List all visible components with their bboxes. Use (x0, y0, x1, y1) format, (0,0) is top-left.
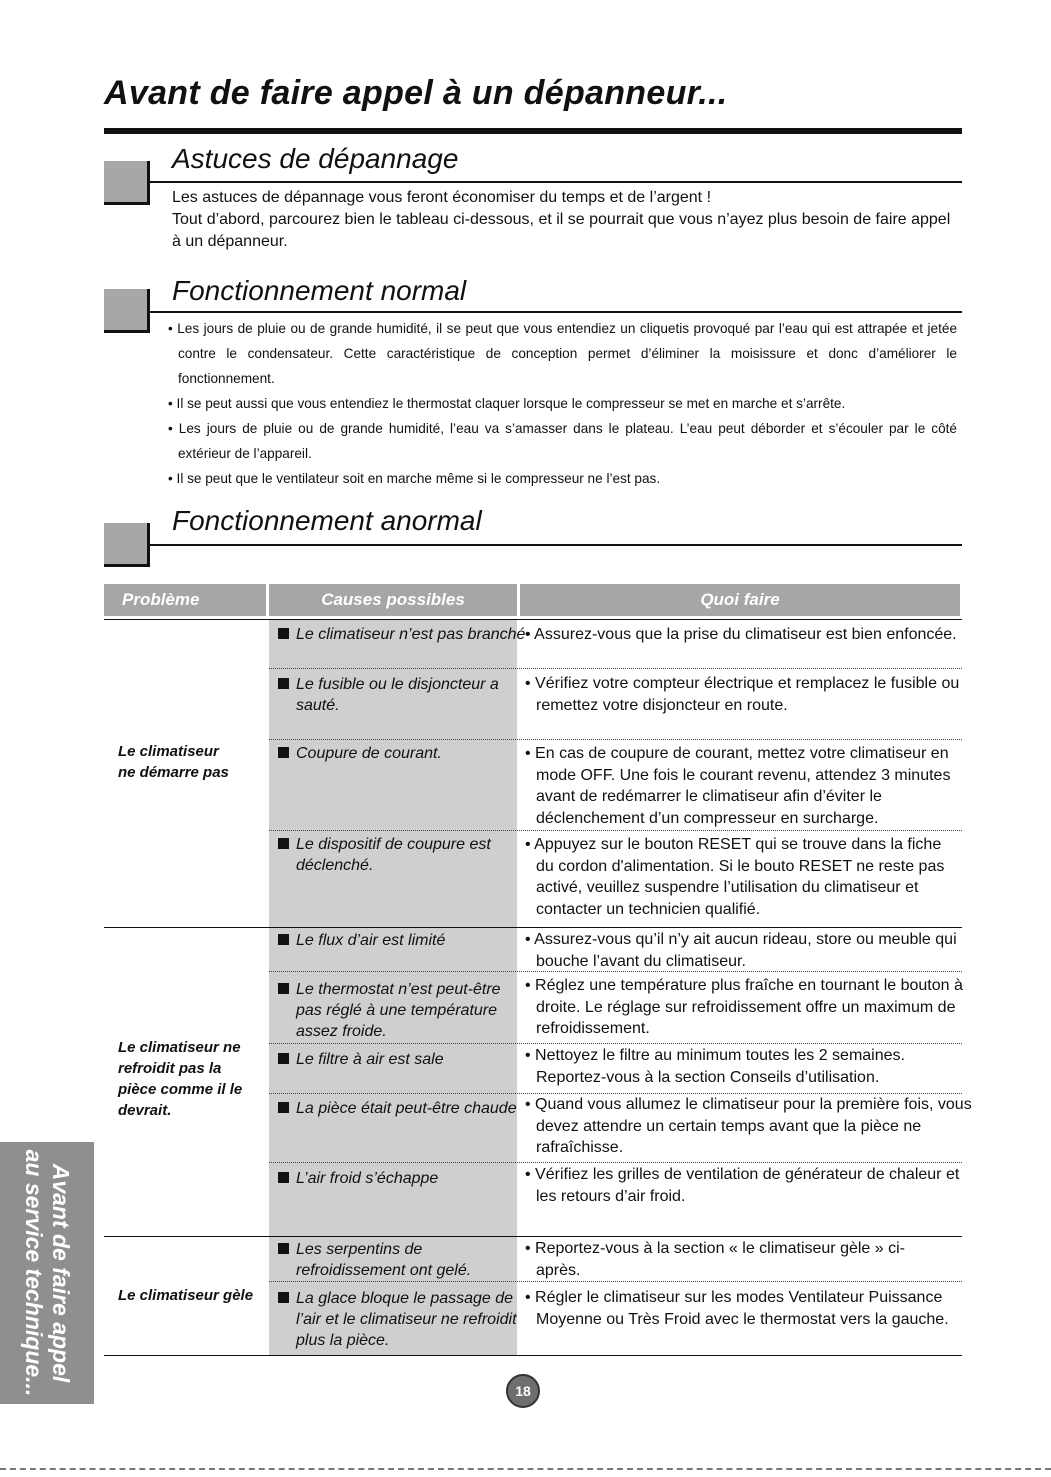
fix-item: • Quand vous allumez le climatiseur pour la première fois, vous devez attendre un certain temps avant que la pièce ne rafraîchisse. (525, 1096, 972, 1156)
fix-item: • Réglez une température plus fraîche en tournant le bouton à droite. Le réglage sur refroidissement offre un maximum de refroidissement. (525, 977, 963, 1037)
cause-text: Le climatiseur n’est pas branché (296, 626, 526, 643)
cause-text: La glace bloque le passage de l’air et le climatiseur ne refroidit plus la pièce. (296, 1290, 517, 1349)
fix-item: • Nettoyez le filtre au minimum toutes les 2 semaines. Reportez-vous à la section Conseils d’utilisation. (525, 1047, 905, 1086)
bullet-item: • Les jours de pluie ou de grande humidité, il se peut que vous entendiez un cliquetis provoqué par l’eau qui est attrapée et jetée contre le condensateur. Cette caractéristique de conception permet d’éliminer la moisissure et donc d’améliorer le fonctionnement. (168, 321, 957, 386)
cause-text: Coupure de courant. (296, 745, 442, 762)
square-bullet-icon (278, 838, 289, 849)
bullet-item: • Il se peut aussi que vous entendiez le thermostat claquer lorsque le compresseur se met en marche et s’arrête. (168, 396, 846, 411)
square-bullet-icon (278, 1243, 289, 1254)
column-header-problem: Problème (104, 584, 266, 616)
side-tab-label: Avant de faire appel au service technique... (21, 1149, 74, 1397)
cause-item (278, 1168, 528, 1189)
row-separator (269, 739, 962, 740)
section-title-abnormal: Fonctionnement anormal (172, 505, 482, 536)
problem-label: Le climatiseur ne refroidit pas la pièce comme il le devrait. (118, 1039, 243, 1119)
cause-item (278, 834, 528, 876)
cause-item (278, 1049, 528, 1070)
cause-item (278, 1288, 524, 1351)
section-title-tips: Astuces de dépannage (172, 143, 459, 174)
fix-item: • Assurez-vous que la prise du climatiseur est bien enfoncée. (525, 626, 957, 643)
cause-item (278, 743, 528, 764)
section-marker (104, 289, 150, 333)
section-rule (148, 181, 962, 183)
row-separator (269, 830, 962, 831)
column-header-fix: Quoi faire (520, 584, 960, 616)
normal-bullets (168, 316, 957, 491)
cause-text: Le fusible ou le disjoncteur a sauté. (296, 676, 499, 714)
fix-item: • Vérifiez les grilles de ventilation de générateur de chaleur et les retours d’air froid. (525, 1166, 960, 1205)
square-bullet-icon (278, 1172, 289, 1183)
fix-item: • En cas de coupure de courant, mettez votre climatiseur en mode OFF. Une fois le courant revenu, attendez 3 minutes avant de redémarrer le climatiseur afin d’éviter le déclenchement d’un compresseur en surcharge. (525, 745, 951, 827)
fix-item: • Régler le climatiseur sur les modes Ventilateur Puissance Moyenne ou Très Froid avec le thermostat vers la gauche. (525, 1289, 949, 1328)
square-bullet-icon (278, 1292, 289, 1303)
group-separator (104, 927, 962, 928)
cause-item (278, 624, 534, 645)
square-bullet-icon (278, 1053, 289, 1064)
cause-text: Le flux d’air est limité (296, 932, 446, 949)
cause-text: Le thermostat n’est peut-être pas réglé à une température assez froide. (296, 981, 501, 1040)
fix-item: • Appuyez sur le bouton RESET qui se trouve dans la fiche du cordon d'alimentation. Si le bouto RESET ne reste pas activé, veuillez suspendre l’utilisation du climatiseur et contacter un technicien qualifié. (525, 836, 945, 918)
cause-item (278, 674, 528, 716)
page-title: Avant de faire appel à un dépanneur... (104, 74, 728, 112)
square-bullet-icon (278, 628, 289, 639)
tips-line: Tout d’abord, parcourez bien le tableau ci-dessous, et il se pourrait que vous n’ayez plus besoin de faire appel à un dépanneur. (172, 211, 951, 250)
section-marker (104, 161, 150, 205)
tips-line: Les astuces de dépannage vous feront économiser du temps et de l’argent ! (172, 189, 712, 206)
section-rule (148, 311, 962, 313)
problem-label: Le climatiseur gèle (118, 1287, 254, 1304)
square-bullet-icon (278, 983, 289, 994)
fix-item: • Reportez-vous à la section « le climatiseur gèle » ci-après. (525, 1240, 905, 1279)
page-number: 18 (506, 1374, 540, 1408)
row-separator (269, 1281, 962, 1282)
group-separator (104, 1236, 962, 1237)
row-separator (269, 668, 962, 669)
cause-text: Le dispositif de coupure est déclenché. (296, 836, 491, 874)
square-bullet-icon (278, 747, 289, 758)
cause-item (278, 930, 528, 951)
fix-item: • Vérifiez votre compteur électrique et remplacez le fusible ou remettez votre disjoncteur en route. (525, 675, 960, 714)
cause-text: Les serpentins de refroidissement ont gelé. (296, 1241, 472, 1279)
title-rule (104, 128, 962, 134)
cause-item (278, 1239, 506, 1281)
square-bullet-icon (278, 678, 289, 689)
fix-item: • Assurez-vous qu’il n’y ait aucun rideau, store ou meuble qui bouche l’avant du climatiseur. (525, 931, 957, 970)
bullet-item: • Les jours de pluie ou de grande humidité, l’eau va s’amasser dans le plateau. L’eau peut déborder et s’écouler par le côté extérieur de l’appareil. (168, 421, 957, 461)
cause-text: La pièce était peut-être chaude (296, 1100, 517, 1117)
row-separator (269, 1043, 962, 1044)
bullet-item: • Il se peut que le ventilateur soit en marche même si le compresseur ne l’est pas. (168, 471, 661, 486)
column-header-causes: Causes possibles (269, 584, 517, 616)
bottom-rule (0, 1468, 1051, 1470)
cause-item (278, 979, 524, 1042)
square-bullet-icon (278, 1102, 289, 1113)
cause-text: L’air froid s’échappe (296, 1170, 439, 1187)
section-title-normal: Fonctionnement normal (172, 275, 467, 306)
cause-text: Le filtre à air est sale (296, 1051, 444, 1068)
square-bullet-icon (278, 934, 289, 945)
cause-item (278, 1098, 528, 1119)
row-separator (269, 1162, 962, 1163)
table-bottom-rule (104, 1355, 962, 1356)
tips-text (172, 187, 957, 253)
group-separator (104, 619, 962, 620)
section-marker (104, 523, 150, 567)
problem-label: Le climatiseur ne démarre pas (118, 743, 229, 781)
section-rule (148, 544, 962, 546)
